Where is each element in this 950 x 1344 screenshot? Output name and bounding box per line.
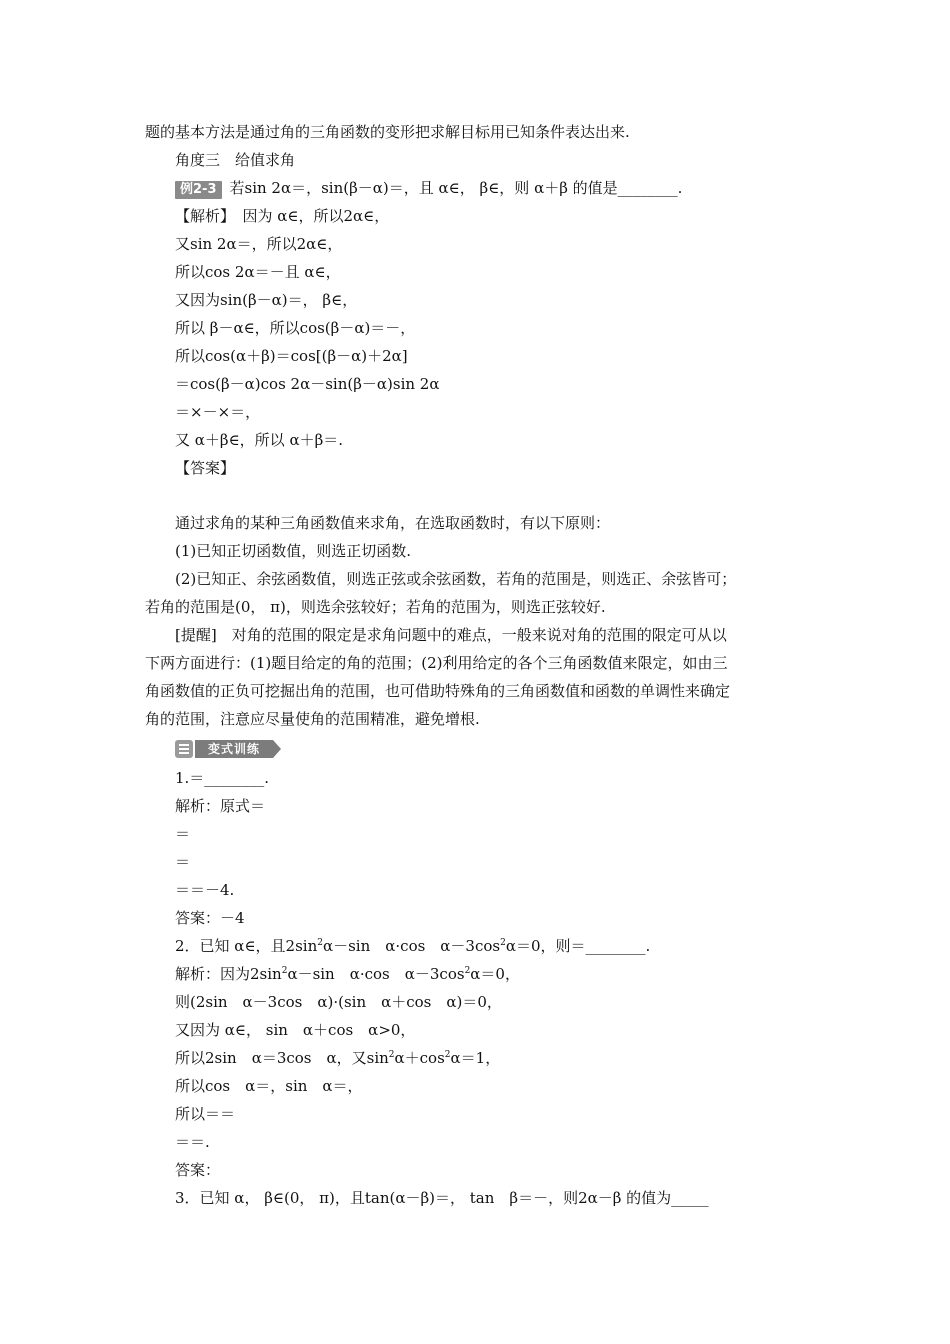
banner-label: 变式训练 bbox=[195, 740, 273, 758]
answer-label: 【答案】 bbox=[175, 459, 236, 477]
example-badge: 例2-3 bbox=[175, 181, 222, 199]
text-line: 题的基本方法是通过角的三角函数的变形把求解目标用已知条件表达出来. bbox=[145, 123, 630, 141]
text-line: 又因为sin(β－α)＝， β∈， bbox=[175, 291, 358, 309]
text-line: ＝ bbox=[175, 825, 191, 843]
text-line: (1)已知正切函数值，则选正切函数. bbox=[175, 542, 412, 560]
text-line: (2)已知正、余弦函数值，则选正弦或余弦函数，若角的范围是，则选正、余弦皆可； bbox=[175, 570, 737, 588]
text-line: ＝＝－4. bbox=[175, 881, 235, 899]
text-line: 所以cos α＝，sin α＝， bbox=[175, 1077, 363, 1095]
text-line: 通过求角的某种三角函数值来求角，在选取函数时，有以下原则： bbox=[175, 514, 611, 532]
text-line: 【解析】 因为 α∈，所以2α∈， bbox=[175, 207, 390, 225]
example-line bbox=[175, 178, 682, 199]
text-line: 所以2sin α＝3cos α，又$\sin^2\alpha+\cos^2\alpha=1$， bbox=[175, 1049, 501, 1067]
text-line: 又因为 α∈， sin α＋cos α>0， bbox=[175, 1021, 416, 1039]
example-text: 若sin 2α＝，sin(β－α)＝，且 α∈， β∈，则 α＋β 的值是________. bbox=[229, 179, 683, 197]
variant-training-banner bbox=[175, 738, 279, 760]
text-line: 1.＝________. bbox=[175, 769, 270, 787]
text-line: 又 α＋β∈，所以 α＋β＝. bbox=[175, 431, 344, 449]
text-line: ＝×－×＝， bbox=[175, 403, 261, 421]
text-line: 所以＝＝ bbox=[175, 1105, 236, 1123]
text-line: 答案：－4 bbox=[175, 909, 245, 927]
text-line: ＝＝. bbox=[175, 1133, 210, 1151]
text-line: 若角的范围是(0， π)，则选余弦较好；若角的范围为，则选正弦较好. bbox=[145, 598, 606, 616]
banner-arrow-icon bbox=[273, 740, 281, 758]
text-line: 解析：原式＝ bbox=[175, 797, 266, 815]
text-line: ＝ bbox=[175, 853, 191, 871]
text-line: 所以 β－α∈，所以cos(β－α)＝－， bbox=[175, 319, 416, 337]
text-line: [提醒] 对角的范围的限定是求角问题中的难点，一般来说对角的范围的限定可从以 bbox=[175, 626, 727, 644]
section-heading: 角度三 给值求角 bbox=[175, 151, 296, 169]
text-line: 角函数值的正负可挖掘出角的范围，也可借助特殊角的三角函数值和函数的单调性来确定 bbox=[145, 682, 731, 700]
text-line: 所以cos 2α＝－且 α∈， bbox=[175, 263, 341, 281]
text-line: 答案： bbox=[175, 1161, 221, 1179]
text-line: 3．已知 α， β∈(0， π)，且tan(α－β)＝， tan β＝－，则2α－β 的值为_____ bbox=[175, 1189, 709, 1207]
text-line: 下两方面进行：(1)题目给定的角的范围；(2)利用给定的各个三角函数值来限定，如由三 bbox=[145, 654, 728, 672]
text-line: 又sin 2α＝，所以2α∈， bbox=[175, 235, 343, 253]
text-line: 角的范围，注意应尽量使角的范围精准，避免增根. bbox=[145, 710, 480, 728]
notebook-icon bbox=[175, 740, 193, 758]
text-line: ＝cos(β－α)cos 2α－sin(β－α)sin 2α bbox=[175, 375, 440, 393]
text-line: 所以cos(α＋β)＝cos[(β－α)＋2α] bbox=[175, 347, 408, 365]
text-line: 解析：因为$2\sin^2\alpha-\sin$ α·cos $\alpha-3\cos^2\alpha=0$， bbox=[175, 965, 520, 983]
text-line: 则(2sin α－3cos α)·(sin α＋cos α)＝0， bbox=[175, 993, 502, 1011]
text-line: 2．已知 α∈，且$2\sin^2\alpha-\sin$ α·cos $\alpha-3\cos^2\alpha=0$，则＝________. bbox=[175, 937, 651, 955]
